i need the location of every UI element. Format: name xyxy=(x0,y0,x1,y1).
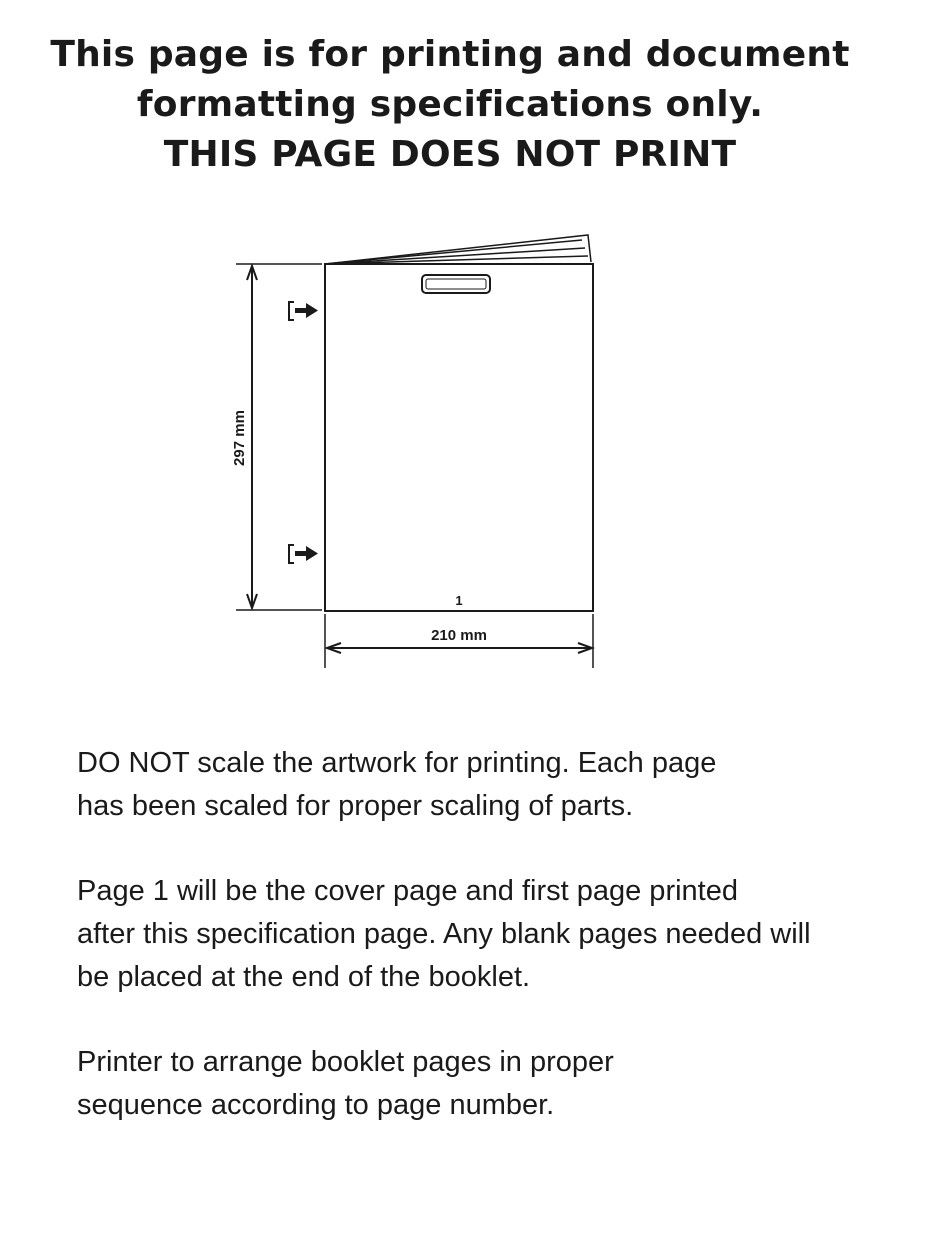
instruction-scaling-emphasis: DO NOT xyxy=(77,747,190,779)
heading-line-1: This page is for printing and document xyxy=(50,34,850,75)
instruction-scaling-text: scale the artwork for printing. Each page has been scaled for proper scaling of parts. xyxy=(77,747,717,822)
heading-line-2: formatting specifications only. xyxy=(136,84,764,125)
heading-line-3: THIS PAGE DOES NOT PRINT xyxy=(163,134,737,175)
instructions xyxy=(77,742,937,1169)
instruction-cover-page: Page 1 will be the cover page and first page printed after this specification page. Any blank pages needed will be placed at the end of the booklet. xyxy=(77,875,811,993)
booklet-front-page xyxy=(325,264,593,611)
height-label: 297 mm xyxy=(231,410,248,466)
page-number: 1 xyxy=(455,593,463,608)
staple-arrow-bottom-icon xyxy=(295,546,318,561)
instruction-scaling xyxy=(77,742,937,828)
staple-bracket-bottom xyxy=(289,545,294,563)
staple-arrow-top-icon xyxy=(295,303,318,318)
staple-bracket-top xyxy=(289,302,294,320)
instruction-page-sequence: Printer to arrange booklet pages in proper sequence according to page number. xyxy=(77,1046,614,1121)
width-label: 210 mm xyxy=(431,627,487,644)
